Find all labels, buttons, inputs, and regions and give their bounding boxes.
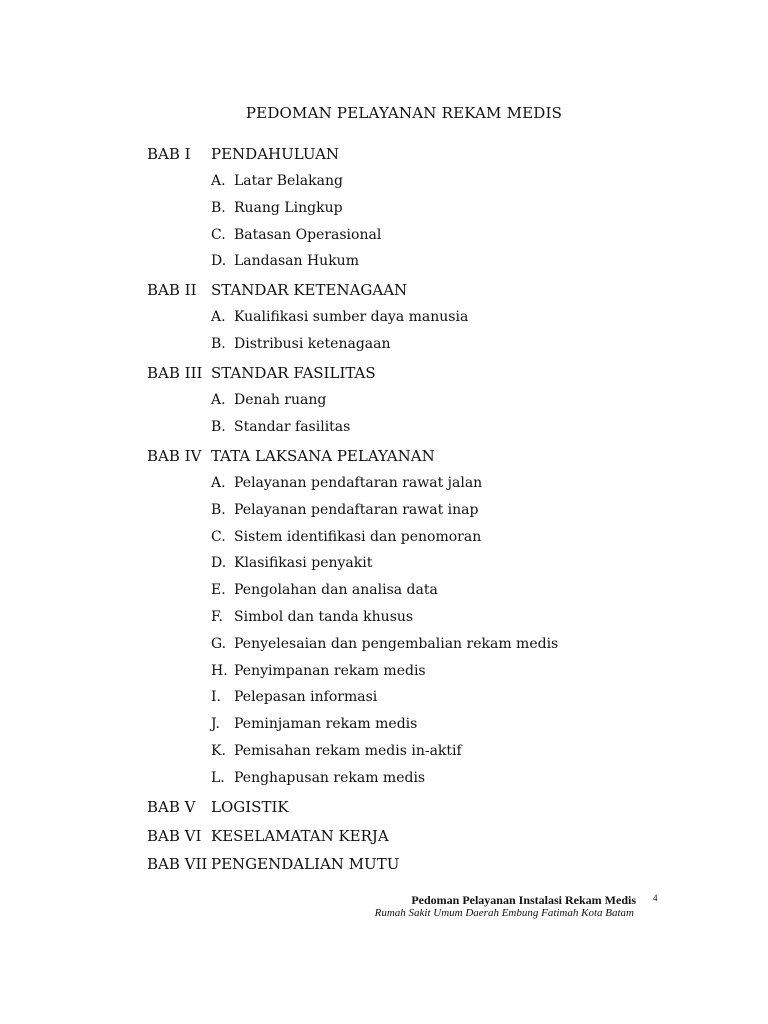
section-letter: C. (211, 226, 226, 243)
chapter-heading (147, 281, 407, 299)
section-item (211, 475, 482, 491)
section-letter: F. (211, 609, 223, 625)
chapter-title: KESELAMATAN KERJA (211, 827, 389, 845)
chapter-title: STANDAR KETENAGAAN (211, 281, 408, 299)
section-text: Sistem identifikasi dan penomoran (234, 528, 482, 545)
section-item (211, 336, 391, 352)
section-item (211, 419, 350, 435)
chapter-number: BAB VI (147, 827, 202, 845)
section-letter: B. (211, 501, 226, 518)
section-item (211, 582, 438, 598)
section-item (211, 609, 413, 625)
chapter-title: STANDAR FASILITAS (211, 364, 376, 382)
section-item (211, 392, 326, 408)
section-letter: I. (211, 689, 221, 706)
section-item (211, 636, 558, 652)
page-number: 4 (653, 893, 658, 903)
section-item (211, 529, 481, 545)
chapter-number: BAB IV (147, 447, 202, 465)
chapter-number: BAB V (147, 798, 196, 816)
section-text: Batasan Operasional (234, 226, 382, 243)
chapter-number: BAB III (147, 364, 203, 382)
section-text: Distribusi ketenagaan (234, 335, 391, 352)
section-letter: E. (211, 582, 226, 599)
section-letter: D. (211, 555, 227, 572)
section-item (211, 770, 425, 786)
section-text: Pelayanan pendaftaran rawat jalan (234, 475, 483, 491)
section-letter: B. (211, 418, 226, 435)
section-text: Peminjaman rekam medis (234, 716, 418, 733)
section-item (211, 309, 468, 325)
section-letter: K. (211, 743, 226, 759)
section-text: Penghapusan rekam medis (234, 769, 426, 786)
section-text: Klasifikasi penyakit (234, 555, 373, 572)
section-text: Penyelesaian dan pengembalian rekam medis (234, 635, 559, 652)
section-text: Pelayanan pendaftaran rawat inap (234, 501, 479, 518)
section-text: Standar fasilitas (234, 418, 351, 435)
chapter-heading (147, 364, 376, 382)
section-letter: A. (211, 392, 226, 408)
section-text: Latar Belakang (234, 173, 343, 189)
section-text: Kualifikasi sumber daya manusia (234, 309, 469, 325)
section-item (211, 227, 381, 243)
chapter-heading (147, 855, 399, 873)
chapter-number: BAB II (147, 281, 197, 299)
chapter-title: PENDAHULUAN (211, 145, 340, 163)
section-text: Pelepasan informasi (234, 689, 378, 706)
section-letter: H. (211, 662, 228, 679)
section-letter: D. (211, 253, 227, 270)
chapter-heading (147, 447, 435, 465)
section-letter: A. (211, 173, 226, 189)
section-letter: B. (211, 335, 226, 352)
section-letter: J. (211, 716, 220, 733)
section-item (211, 689, 377, 705)
chapter-heading (147, 798, 289, 816)
footer-subtitle: Rumah Sakit Umum Daerah Embung Fatimah Kota Batam (374, 907, 634, 919)
section-text: Penyimpanan rekam medis (234, 662, 426, 679)
chapter-title: PENGENDALIAN MUTU (211, 855, 400, 873)
section-letter: A. (211, 475, 226, 491)
section-text: Pemisahan rekam medis in-aktif (234, 743, 462, 759)
document-title: PEDOMAN PELAYANAN REKAM MEDIS (245, 104, 563, 122)
chapter-heading (147, 145, 339, 163)
chapter-title: TATA LAKSANA PELAYANAN (211, 447, 435, 465)
section-item (211, 743, 462, 759)
section-item (211, 663, 426, 679)
chapter-number: BAB I (147, 145, 191, 163)
section-letter: A. (211, 309, 226, 325)
section-letter: L. (211, 769, 225, 786)
chapter-heading (147, 827, 389, 845)
footer-title: Pedoman Pelayanan Instalasi Rekam Medis (411, 893, 636, 907)
section-item (211, 716, 417, 732)
section-item (211, 173, 343, 189)
section-item (211, 253, 359, 269)
section-letter: C. (211, 528, 226, 545)
section-text: Landasan Hukum (234, 253, 359, 270)
section-text: Denah ruang (234, 392, 327, 408)
chapter-title: LOGISTIK (211, 798, 289, 816)
section-text: Pengolahan dan analisa data (234, 582, 438, 599)
section-item (211, 502, 478, 518)
chapter-number: BAB VII (147, 855, 208, 873)
section-item (211, 200, 343, 216)
section-letter: G. (211, 635, 227, 652)
section-letter: B. (211, 199, 226, 216)
section-item (211, 555, 372, 571)
section-text: Simbol dan tanda khusus (234, 609, 414, 625)
section-text: Ruang Lingkup (234, 199, 343, 216)
